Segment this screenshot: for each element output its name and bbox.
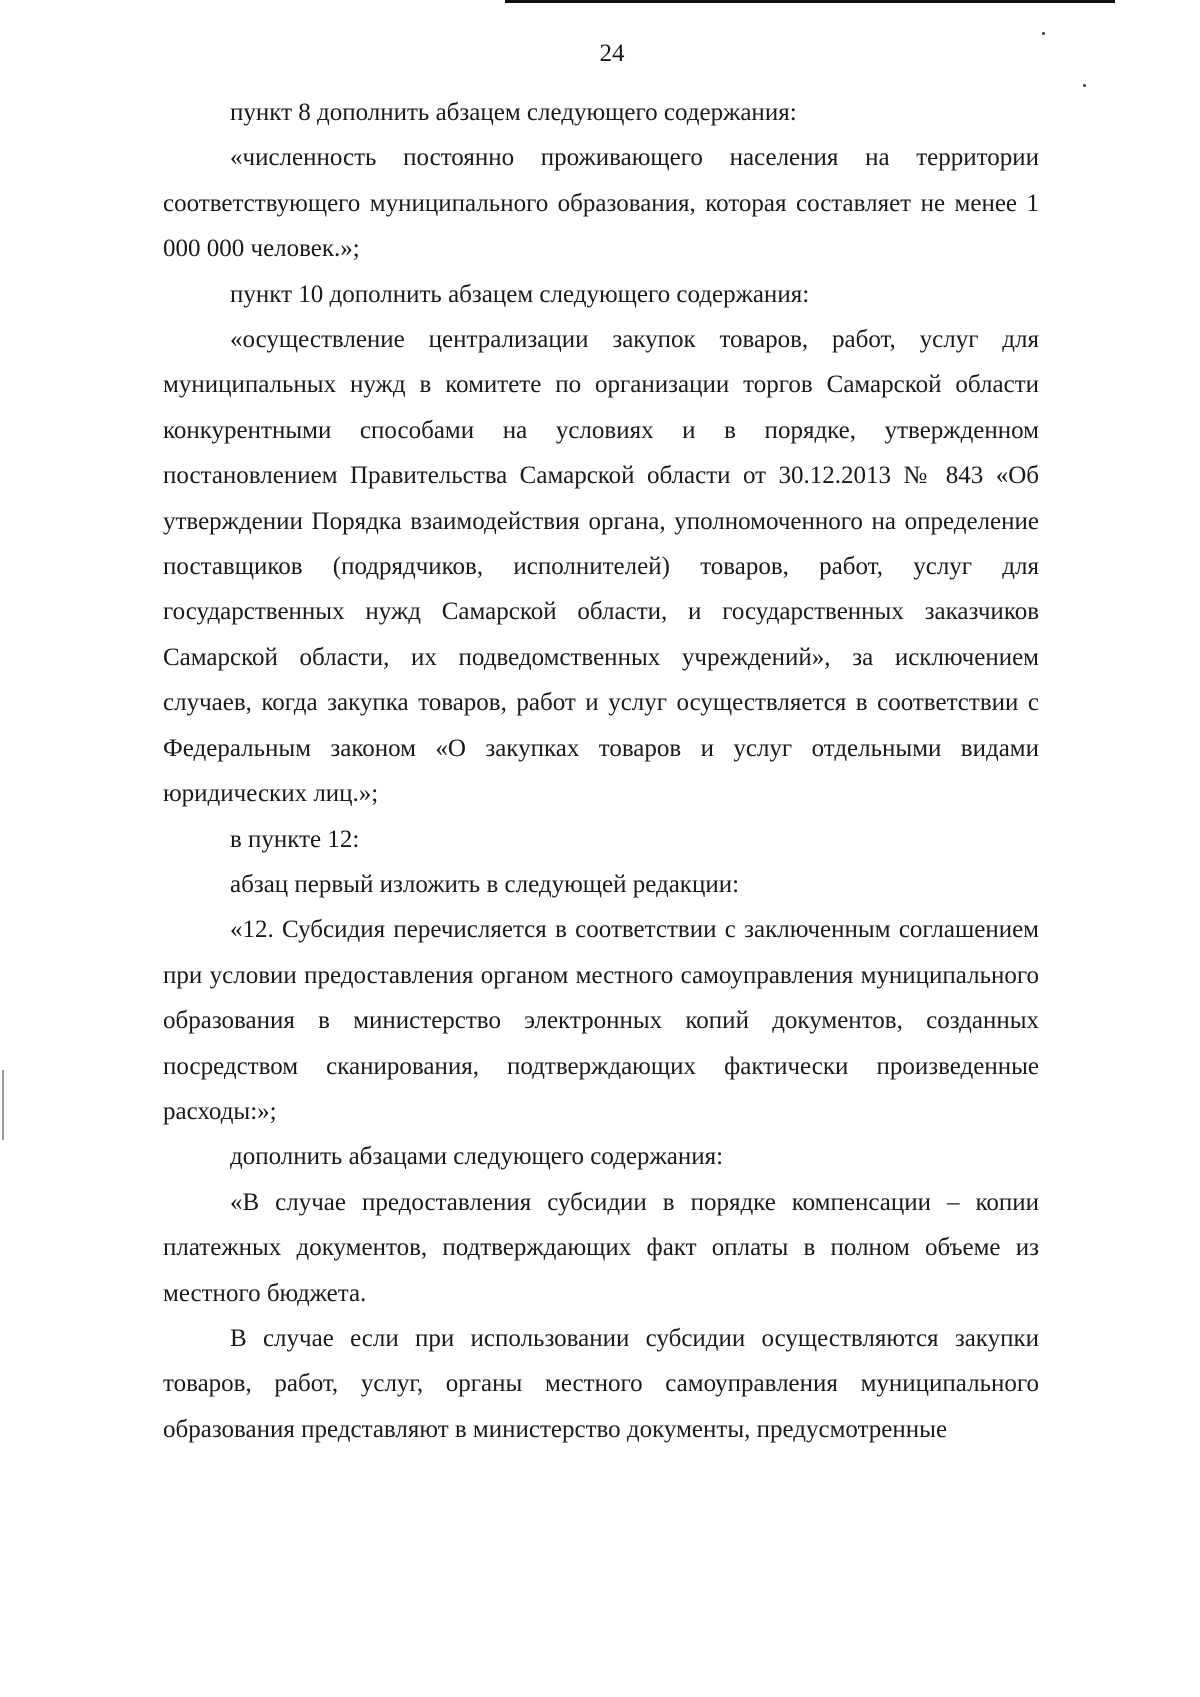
paragraph-procurement-documents: В случае если при использовании субсидии осуществляются закупки товаров, работ, услуг, органы местного самоуправления муниципального образования представляют в министерство документы, предусмотренные [163,1324,1039,1443]
document-body [163,90,1039,1452]
page-number: 24 [599,40,625,67]
scan-left-edge-mark [2,1070,4,1140]
paragraph-item-8-intro: пункт 8 дополнить абзацем следующего содержания: [230,99,797,126]
paragraph-subsidy-quote: «12. Субсидия перечисляется в соответствии с заключенным соглашением при условии предоставления органом местного самоуправления муниципального образования в министерство электронных копий документов, созданных посредством сканирования, подтверждающих фактически произведенные расходы:»; [163,916,1039,1125]
paragraph-item-12-intro: в пункте 12: [230,825,360,853]
paragraph-first-abstract-intro: абзац первый изложить в следующей редакции: [230,870,740,898]
paragraph-population-quote: «численность постоянно проживающего населения на территории соответствующего муниципального образования, которая составляет не менее 1 000 000 человек.»; [163,144,1039,263]
paragraph-compensation-quote: «В случае предоставления субсидии в порядке компенсации – копии платежных документов, подтверждающих факт оплаты в полном объеме из местного бюджета. [163,1188,1039,1307]
scan-speck [1042,32,1045,35]
scan-speck [1083,84,1086,87]
paragraph-item-10-intro: пункт 10 дополнить абзацем следующего содержания: [230,280,810,308]
paragraph-procurement-quote: «осуществление централизации закупок товаров, работ, услуг для муниципальных нужд в комитете по организации торгов Самарской области конкурентными способами на условиях и в порядке, утвержденном постановлением Правительства Самарской области от 30.12.2013 № 843 «Об утверждении Порядка взаимодействия органа, уполномоченного на определение поставщиков (подрядчиков, исполнителей) товаров, работ, услуг для государственных нужд Самарской области, и государственных заказчиков Самарской области, их подведомственных учреждений», за исключением случаев, когда закупка товаров, работ и услуг осуществляется в соответствии с Федеральным законом «О закупках товаров и услуг отдельными видами юридических лиц.»; [163,326,1039,808]
scan-top-border [505,0,1115,3]
paragraph-addition-intro: дополнить абзацами следующего содержания: [230,1143,724,1171]
